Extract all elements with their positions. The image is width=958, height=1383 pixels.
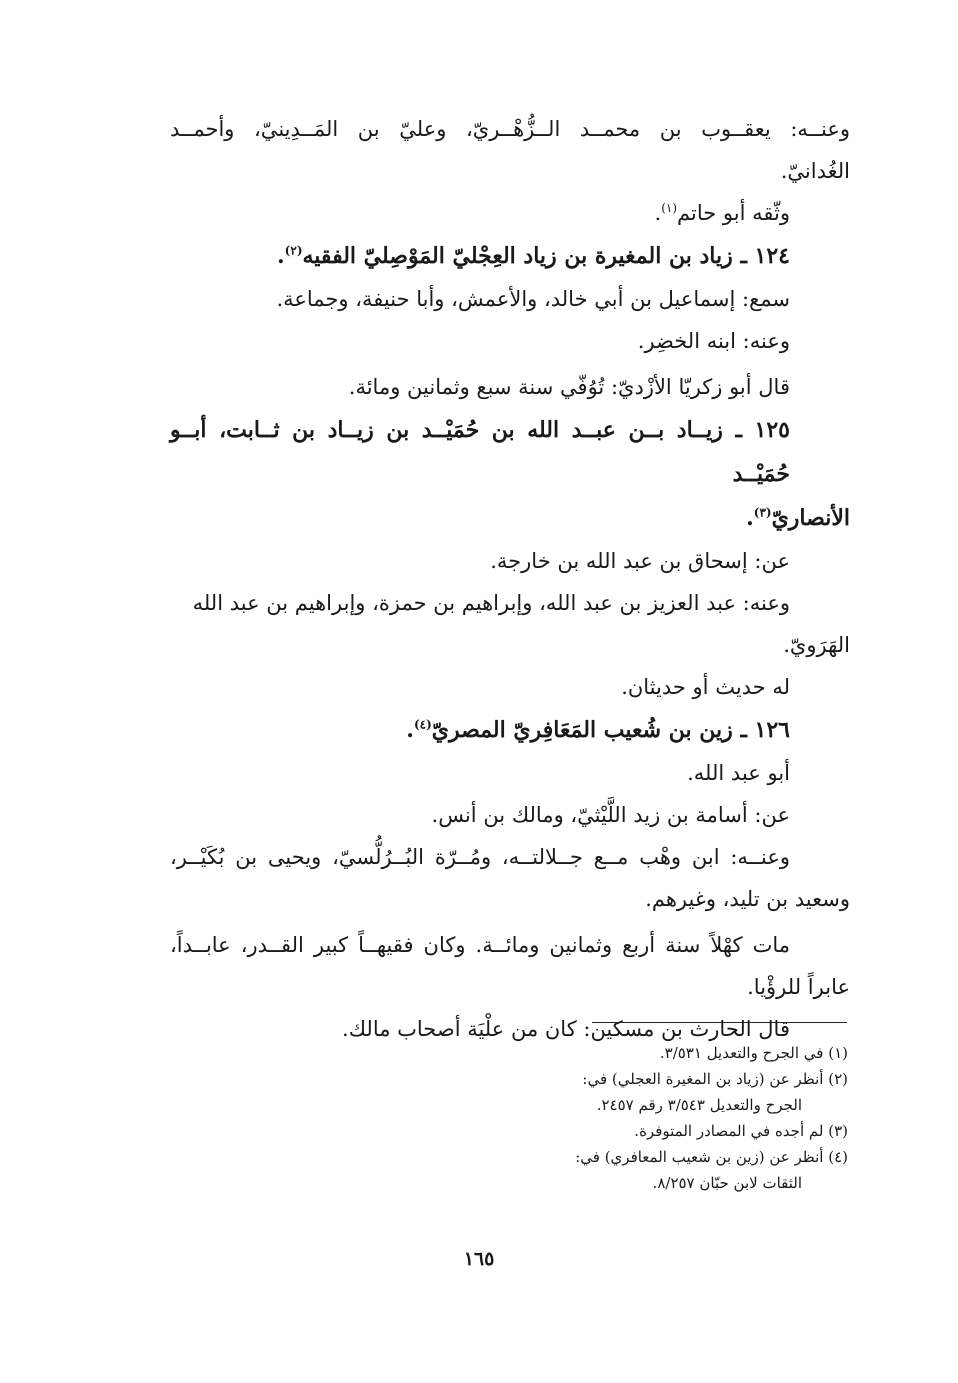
text-line: مات كهْلاً سنة أربع وثمانين ومائــة. وكان فقيهــاً كبير القــدر، عابــداً،: [170, 933, 790, 957]
footnote-ref: (٤): [413, 717, 432, 732]
text-line: أبو عبد الله.: [687, 761, 790, 785]
footnote-continuation: الجرح والتعديل ٣/٥٤٣ رقم ٢٤٥٧.: [596, 1096, 802, 1114]
text-line: قال الحارث بن مسكين: كان من علْيَة أصحاب مالك.: [342, 1017, 790, 1041]
text-line: عن: إسحاق بن عبد الله بن خارجة.: [490, 549, 790, 573]
text-line: وسعيد بن تليد، وغيرهم.: [645, 887, 850, 911]
entry-number: ١٢٦ ـ: [740, 717, 790, 743]
entry-125-heading-cont: الأنصاريّ$^{(٣)}$.: [746, 505, 850, 531]
page-number: ١٦٥: [463, 1248, 495, 1270]
text-line: وعنه: ابنه الخضِر.: [637, 329, 790, 353]
entry-title: زياد بن المغيرة بن زياد العِجْليّ المَوْصِليّ الفقيه: [302, 243, 733, 269]
entry-title: زيــاد بــن عبــد الله بن حُمَيْــد بن زيــاد بن ثــابت، أبــو حُمَيْــد: [170, 417, 790, 487]
text-line: وعنه: عبد العزيز بن عبد الله، وإبراهيم بن حمزة، وإبراهيم بن عبد الله: [192, 591, 790, 615]
footnote-ref: (٢): [284, 243, 303, 258]
entry-126-heading: ١٢٦ ـ زين بن شُعيب المَعَافِريّ المصريّ$^{(٤)}$.: [406, 717, 790, 743]
footnote: (١) في الجرح والتعديل ٣/٥٣١.: [659, 1044, 848, 1062]
entry-title: زين بن شُعيب المَعَافِريّ المصريّ: [431, 717, 733, 743]
text-line: قال أبو زكريّا الأزْديّ: تُوُفّي سنة سبع وثمانين ومائة.: [348, 375, 790, 399]
footnote-ref: (١): [661, 201, 678, 215]
entry-124-heading: ١٢٤ ـ زياد بن المغيرة بن زياد العِجْليّ المَوْصِليّ الفقيه$^{(٢)}$.: [277, 243, 790, 269]
text-line: عابراً للرؤْيا.: [747, 975, 850, 999]
text-line: وعنــه: ابن وهْب مــع جــلالتــه، ومُــرّة البُــرُلُّسيّ، ويحيى بن بُكَيْــر،: [170, 845, 790, 869]
footnote-continuation: الثقات لابن حبّان ٨/٢٥٧.: [652, 1174, 802, 1192]
footnote: (٤) أنظر عن (زين بن شعيب المعافري) في:: [575, 1148, 848, 1166]
footnote-ref: (٣): [753, 505, 772, 520]
text-line: الهَرَويّ.: [783, 633, 850, 657]
entry-number: ١٢٤ ـ: [740, 243, 790, 269]
text-line: الغُدانيّ.: [780, 159, 850, 183]
footnotes: [470, 1040, 848, 1196]
text-line: له حديث أو حديثان.: [621, 675, 790, 699]
text-line: سمع: إسماعيل بن أبي خالد، والأعمش، وأبا حنيفة، وجماعة.: [276, 287, 790, 311]
footnote-divider: [592, 1022, 847, 1023]
text-line: وعنــه: يعقــوب بن محمــد الــزُّهْــريّ، وعليّ بن المَــدِينيّ، وأحمــد: [170, 117, 850, 141]
entry-number: ١٢٥ ـ: [735, 417, 790, 443]
main-text: [170, 108, 850, 1050]
text-line: عن: أسامة بن زيد اللَّيْثيّ، ومالك بن أنس.: [431, 803, 790, 827]
footnote: (٢) أنظر عن (زياد بن المغيرة العجلي) في:: [582, 1070, 848, 1088]
text-line: وثّقه أبو حاتم$^{(١)}$.: [654, 201, 790, 225]
entry-125-heading: [170, 408, 850, 496]
footnote: (٣) لم أجده في المصادر المتوفرة.: [634, 1122, 848, 1140]
